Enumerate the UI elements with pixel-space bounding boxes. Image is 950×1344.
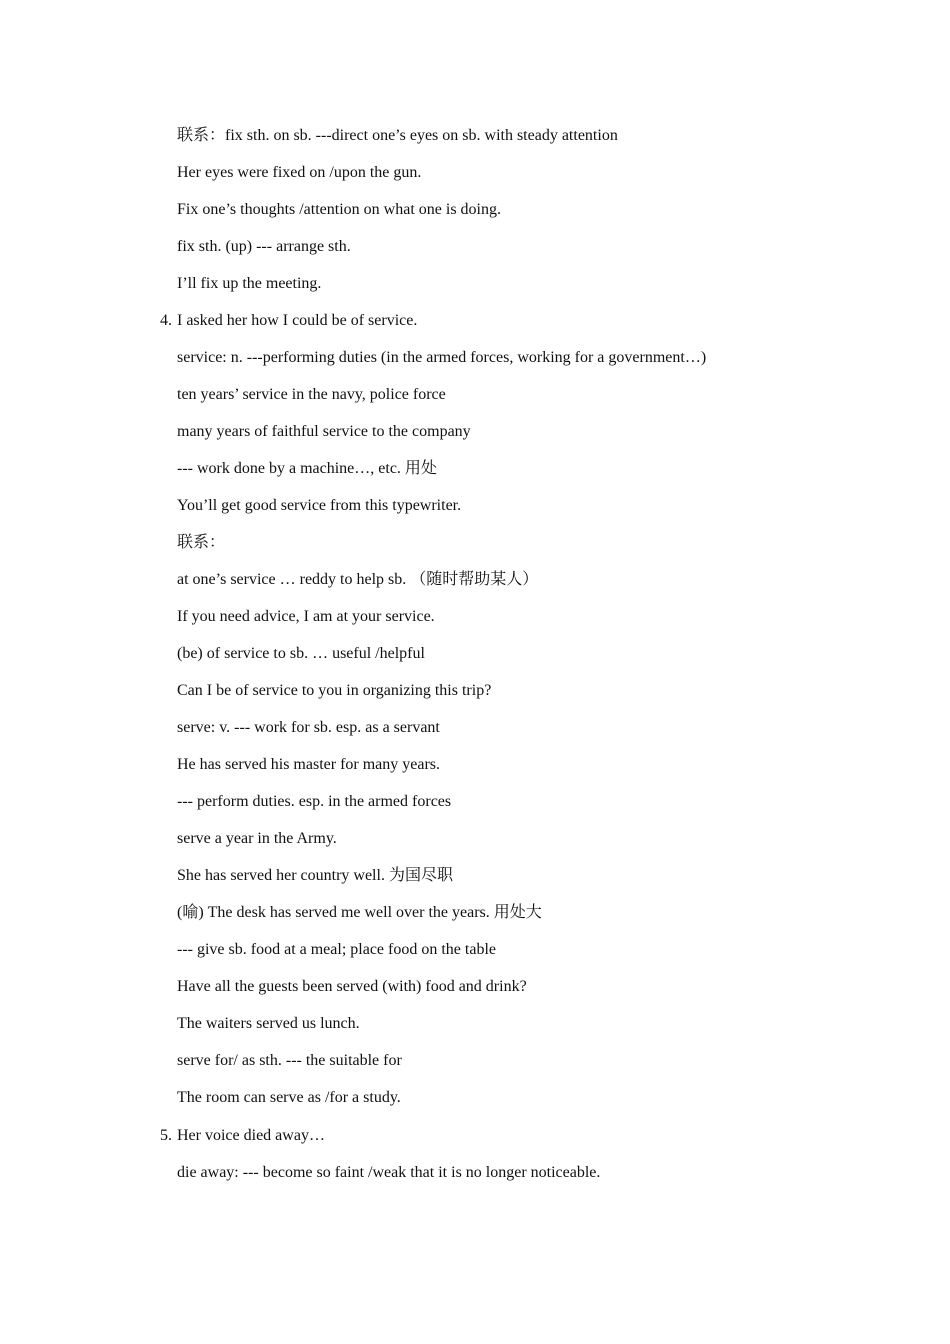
text-line: You’ll get good service from this typewriter. <box>177 497 462 514</box>
text-line: 联系：fix sth. on sb. ---direct one’s eyes on sb. with steady attention <box>177 127 618 144</box>
text-line: Can I be of service to you in organizing this trip? <box>177 682 492 699</box>
text-line: The room can serve as /for a study. <box>177 1089 401 1106</box>
text-line: service: n. ---performing duties (in the armed forces, working for a government…) <box>177 349 707 366</box>
list-number: 4. <box>160 312 172 329</box>
text-line: --- give sb. food at a meal; place food on the table <box>177 941 496 958</box>
text-line: serve a year in the Army. <box>177 830 337 847</box>
text-line: Fix one’s thoughts /attention on what one is doing. <box>177 201 501 218</box>
text-line: 联系： <box>177 534 226 551</box>
text-line: --- work done by a machine…, etc. 用处 <box>177 460 437 477</box>
text-line: (be) of service to sb. … useful /helpful <box>177 645 425 662</box>
text-line: many years of faithful service to the company <box>177 423 471 440</box>
text-line: ten years’ service in the navy, police force <box>177 386 446 403</box>
text-line: I’ll fix up the meeting. <box>177 275 322 292</box>
list-number: 5. <box>160 1127 172 1144</box>
text-line: If you need advice, I am at your service. <box>177 608 435 625</box>
text-line: Have all the guests been served (with) food and drink? <box>177 978 527 995</box>
text-line: The waiters served us lunch. <box>177 1015 360 1032</box>
list-item-heading: I asked her how I could be of service. <box>177 312 418 329</box>
text-line: She has served her country well. 为国尽职 <box>177 867 453 884</box>
text-line: (喻) The desk has served me well over the years. 用处大 <box>177 904 542 921</box>
list-item-heading: Her voice died away… <box>177 1127 325 1144</box>
text-line: He has served his master for many years. <box>177 756 441 773</box>
text-line: --- perform duties. esp. in the armed forces <box>177 793 452 810</box>
text-line: fix sth. (up) --- arrange sth. <box>177 238 351 255</box>
text-line: die away: --- become so faint /weak that it is no longer noticeable. <box>177 1164 601 1181</box>
text-line: at one’s service … reddy to help sb. （随时帮助某人） <box>177 571 539 588</box>
text-line: serve for/ as sth. --- the suitable for <box>177 1052 402 1069</box>
text-line: Her eyes were fixed on /upon the gun. <box>177 164 422 181</box>
text-line: serve: v. --- work for sb. esp. as a servant <box>177 719 440 736</box>
